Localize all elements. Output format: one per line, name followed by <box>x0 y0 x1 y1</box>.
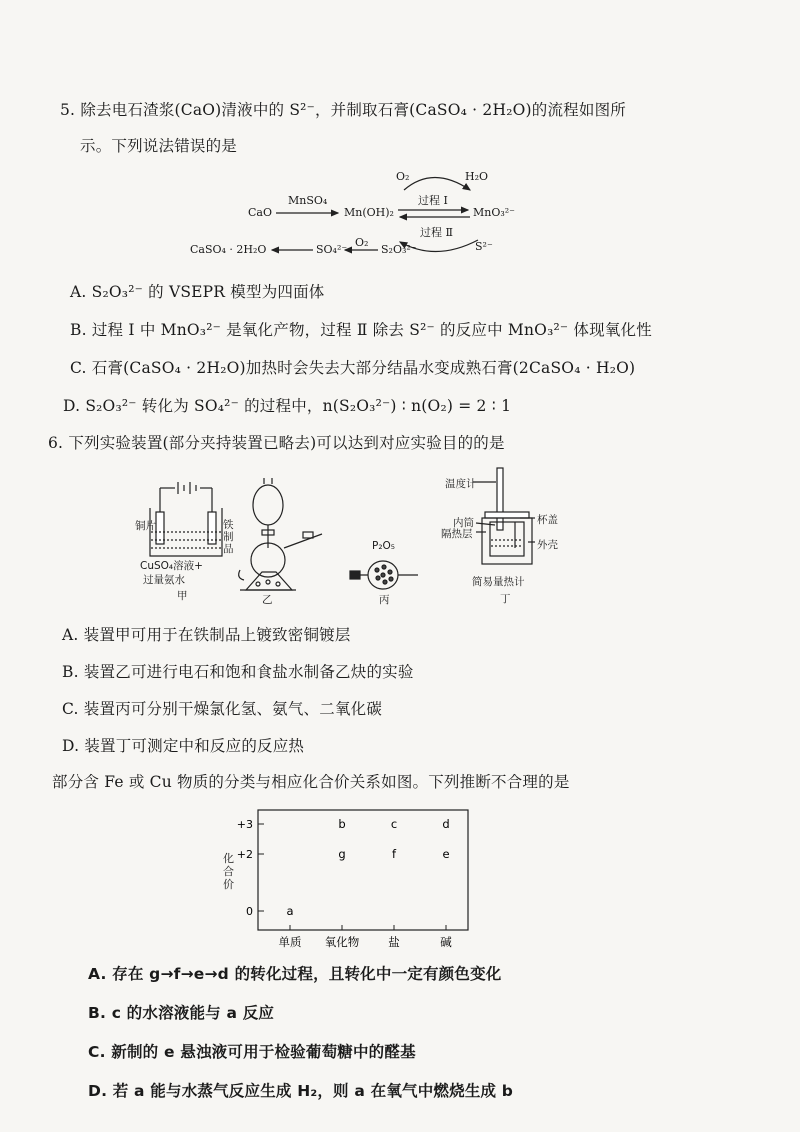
jia-solution-line2: 过量氨水 <box>143 574 185 586</box>
q6-option-a: A. 装置甲可用于在铁制品上镀致密铜镀层 <box>62 626 351 644</box>
chart-y-axis-label: 化合价 <box>223 852 234 891</box>
data-point-d: d <box>442 817 450 831</box>
ding-lid-label: 杯盖 <box>537 514 558 526</box>
flow-so4: SO₄²⁻ <box>316 243 348 256</box>
y-tick-label: 0 <box>246 905 253 918</box>
q7-stem: 部分含 Fe 或 Cu 物质的分类与相应化合价关系如图。下列推断不合理的是 <box>52 773 570 791</box>
data-point-a: a <box>286 904 294 918</box>
y-tick-label: +2 <box>236 848 253 861</box>
jia-copper-label: 铜片 <box>135 520 156 532</box>
flow-o2-top: O₂ <box>396 170 410 183</box>
data-point-c: c <box>390 817 398 831</box>
flow-o2-bottom: O₂ <box>355 236 369 249</box>
q5-stem-line2: 示。下列说法错误的是 <box>80 137 238 155</box>
ding-name: 丁 <box>500 593 511 605</box>
x-category-label: 单质 <box>278 935 302 949</box>
x-category-label: 盐 <box>388 935 400 949</box>
jia-iron-label: 铁制品 <box>223 519 234 555</box>
data-point-b: b <box>338 817 346 831</box>
q5-option-a: A. S₂O₃²⁻ 的 VSEPR 模型为四面体 <box>70 283 325 301</box>
ding-shell-label: 外壳 <box>537 539 558 551</box>
q5-option-d: D. S₂O₃²⁻ 转化为 SO₄²⁻ 的过程中，n(S₂O₃²⁻) ∶ n(O₂) = 2 ∶ 1 <box>63 397 512 415</box>
q6-stem: 6. 下列实验装置(部分夹持装置已略去)可以达到对应实验目的的是 <box>48 434 505 452</box>
q7-option-d: D. 若 a 能与水蒸气反应生成 H₂，则 a 在氧气中燃烧生成 b <box>88 1082 514 1100</box>
q6-option-c: C. 装置丙可分别干燥氯化氢、氨气、二氧化碳 <box>62 700 383 718</box>
flow-gypsum: CaSO₄ · 2H₂O <box>190 243 267 256</box>
q6-option-b: B. 装置乙可进行电石和饱和食盐水制备乙炔的实验 <box>62 663 414 681</box>
ding-insulation-label: 隔热层 <box>441 528 473 540</box>
jia-solution-line1: CuSO₄溶液+ <box>140 560 203 572</box>
flow-mno3: MnO₃²⁻ <box>473 206 515 219</box>
bing-name: 丙 <box>379 594 390 606</box>
jia-name: 甲 <box>177 590 188 602</box>
x-category-label: 碱 <box>440 935 452 949</box>
bing-reagent: P₂O₅ <box>372 540 396 552</box>
data-point-f: f <box>391 847 397 861</box>
q7-option-c: C. 新制的 e 悬浊液可用于检验葡萄糖中的醛基 <box>88 1043 416 1061</box>
q7-option-a: A. 存在 g→f→e→d 的转化过程，且转化中一定有颜色变化 <box>88 965 502 983</box>
q5-option-b: B. 过程 Ⅰ 中 MnO₃²⁻ 是氧化产物，过程 Ⅱ 除去 S²⁻ 的反应中 MnO₃²⁻ 体现氧化性 <box>70 321 652 339</box>
q6-option-d: D. 装置丁可测定中和反应的反应热 <box>62 737 305 755</box>
flow-process2: 过程 Ⅱ <box>420 226 453 239</box>
q5-option-c: C. 石膏(CaSO₄ · 2H₂O)加热时会失去大部分结晶水变成熟石膏(2CaSO₄ · H₂O) <box>70 359 636 377</box>
q7-option-b: B. c 的水溶液能与 a 反应 <box>88 1004 275 1022</box>
flow-mnso4: MnSO₄ <box>288 194 328 207</box>
q5-stem-line1: 5. 除去电石渣浆(CaO)清液中的 S²⁻，并制取石膏(CaSO₄ · 2H₂O)的流程如图所 <box>60 101 626 119</box>
flow-cao: CaO <box>248 206 272 219</box>
flow-h2o: H₂O <box>465 170 489 183</box>
flow-s2o3: S₂O₃²⁻ <box>381 243 417 256</box>
flow-mnoh2: Mn(OH)₂ <box>344 206 394 219</box>
data-point-e: e <box>442 847 450 861</box>
data-point-g: g <box>338 847 346 861</box>
x-category-label: 氧化物 <box>324 935 360 949</box>
flow-s2minus: S²⁻ <box>475 240 493 253</box>
yi-name: 乙 <box>262 594 273 606</box>
ding-inner-label: 内筒 <box>453 517 474 529</box>
ding-thermometer-label: 温度计 <box>445 478 477 490</box>
y-tick-label: +3 <box>236 818 253 831</box>
ding-device-name: 简易量热计 <box>472 576 525 588</box>
flow-process1: 过程 Ⅰ <box>418 194 448 207</box>
